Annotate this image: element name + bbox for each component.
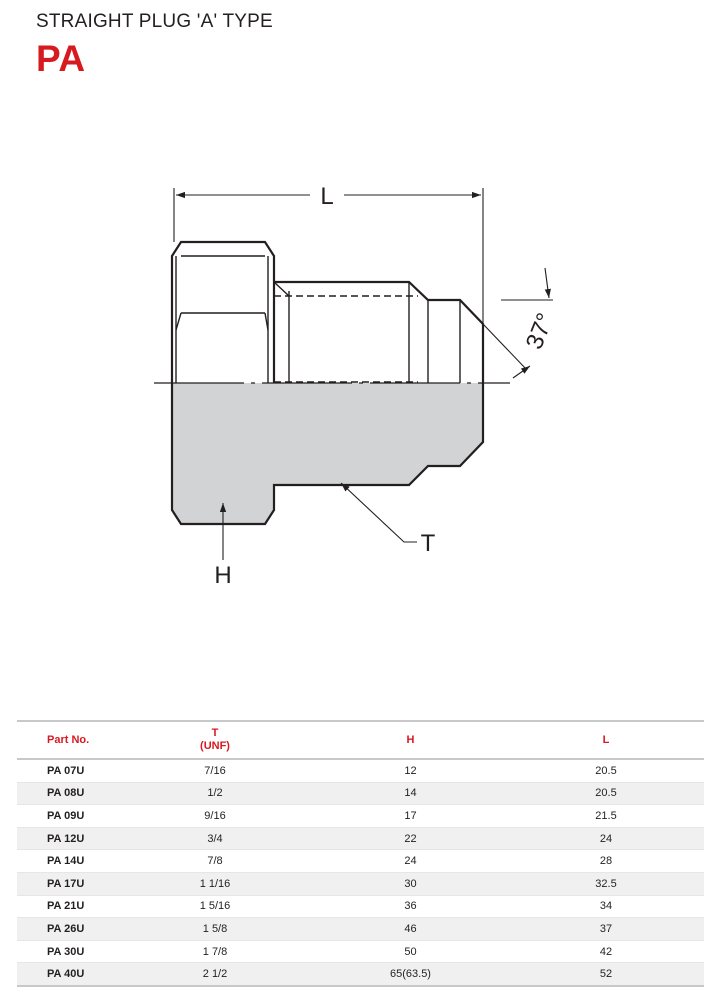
table-row [17, 873, 704, 896]
cell-t: 1 5/8 [117, 918, 313, 941]
cell-h: 50 [313, 941, 508, 964]
header-t-unit: (UNF) [200, 740, 230, 752]
cell-part: PA 09U [17, 805, 117, 828]
cell-t: 1 7/8 [117, 941, 313, 964]
angle-arrow-bottom [513, 366, 530, 378]
cell-part: PA 40U [17, 963, 117, 987]
cell-l: 24 [508, 828, 704, 851]
t-label: T [420, 530, 436, 557]
cell-h: 14 [313, 783, 508, 806]
table-row [17, 963, 704, 987]
cell-part: PA 26U [17, 918, 117, 941]
cell-h: 22 [313, 828, 508, 851]
product-code: PA [36, 38, 86, 79]
l-label: L [320, 183, 334, 210]
cell-l: 32.5 [508, 873, 704, 896]
cell-h: 36 [313, 896, 508, 919]
table-row [17, 805, 704, 828]
cell-t: 1 5/16 [117, 896, 313, 919]
cell-h: 46 [313, 918, 508, 941]
angle-label: 37° [520, 309, 560, 354]
header-l: L [508, 720, 704, 760]
header-t-label: T [211, 727, 219, 739]
cell-h: 17 [313, 805, 508, 828]
cell-h: 65(63.5) [313, 963, 508, 987]
table-header-row [17, 720, 704, 760]
cell-part: PA 17U [17, 873, 117, 896]
spec-table [17, 720, 704, 987]
cell-t: 9/16 [117, 805, 313, 828]
t-leader [341, 483, 417, 542]
cell-part: PA 12U [17, 828, 117, 851]
cell-part: PA 08U [17, 783, 117, 806]
cell-l: 37 [508, 918, 704, 941]
table-row [17, 783, 704, 806]
cell-l: 34 [508, 896, 704, 919]
body-outline [274, 282, 483, 383]
cell-t: 1 1/16 [117, 873, 313, 896]
cell-h: 24 [313, 850, 508, 873]
cell-t: 1/2 [117, 783, 313, 806]
cell-t: 7/8 [117, 850, 313, 873]
cell-t: 7/16 [117, 760, 313, 783]
table-row [17, 941, 704, 964]
h-label: H [214, 562, 232, 589]
table-row [17, 850, 704, 873]
section-fill [172, 383, 483, 524]
cell-l: 42 [508, 941, 704, 964]
table-row [17, 828, 704, 851]
cell-l: 21.5 [508, 805, 704, 828]
header-h: H [313, 720, 508, 760]
cell-part: PA 30U [17, 941, 117, 964]
table-row [17, 918, 704, 941]
cell-part: PA 14U [17, 850, 117, 873]
angle-arrow-top [545, 268, 549, 298]
cell-part: PA 07U [17, 760, 117, 783]
cell-part: PA 21U [17, 896, 117, 919]
cell-l: 28 [508, 850, 704, 873]
cell-l: 20.5 [508, 783, 704, 806]
cell-t: 2 1/2 [117, 963, 313, 987]
cell-t: 3/4 [117, 828, 313, 851]
cell-l: 52 [508, 963, 704, 987]
table-row [17, 760, 704, 783]
table-row [17, 896, 704, 919]
header-t [117, 720, 313, 760]
cell-h: 30 [313, 873, 508, 896]
cell-h: 12 [313, 760, 508, 783]
cell-l: 20.5 [508, 760, 704, 783]
header-part-no: Part No. [17, 720, 117, 760]
page-title: STRAIGHT PLUG 'A' TYPE [36, 11, 273, 32]
